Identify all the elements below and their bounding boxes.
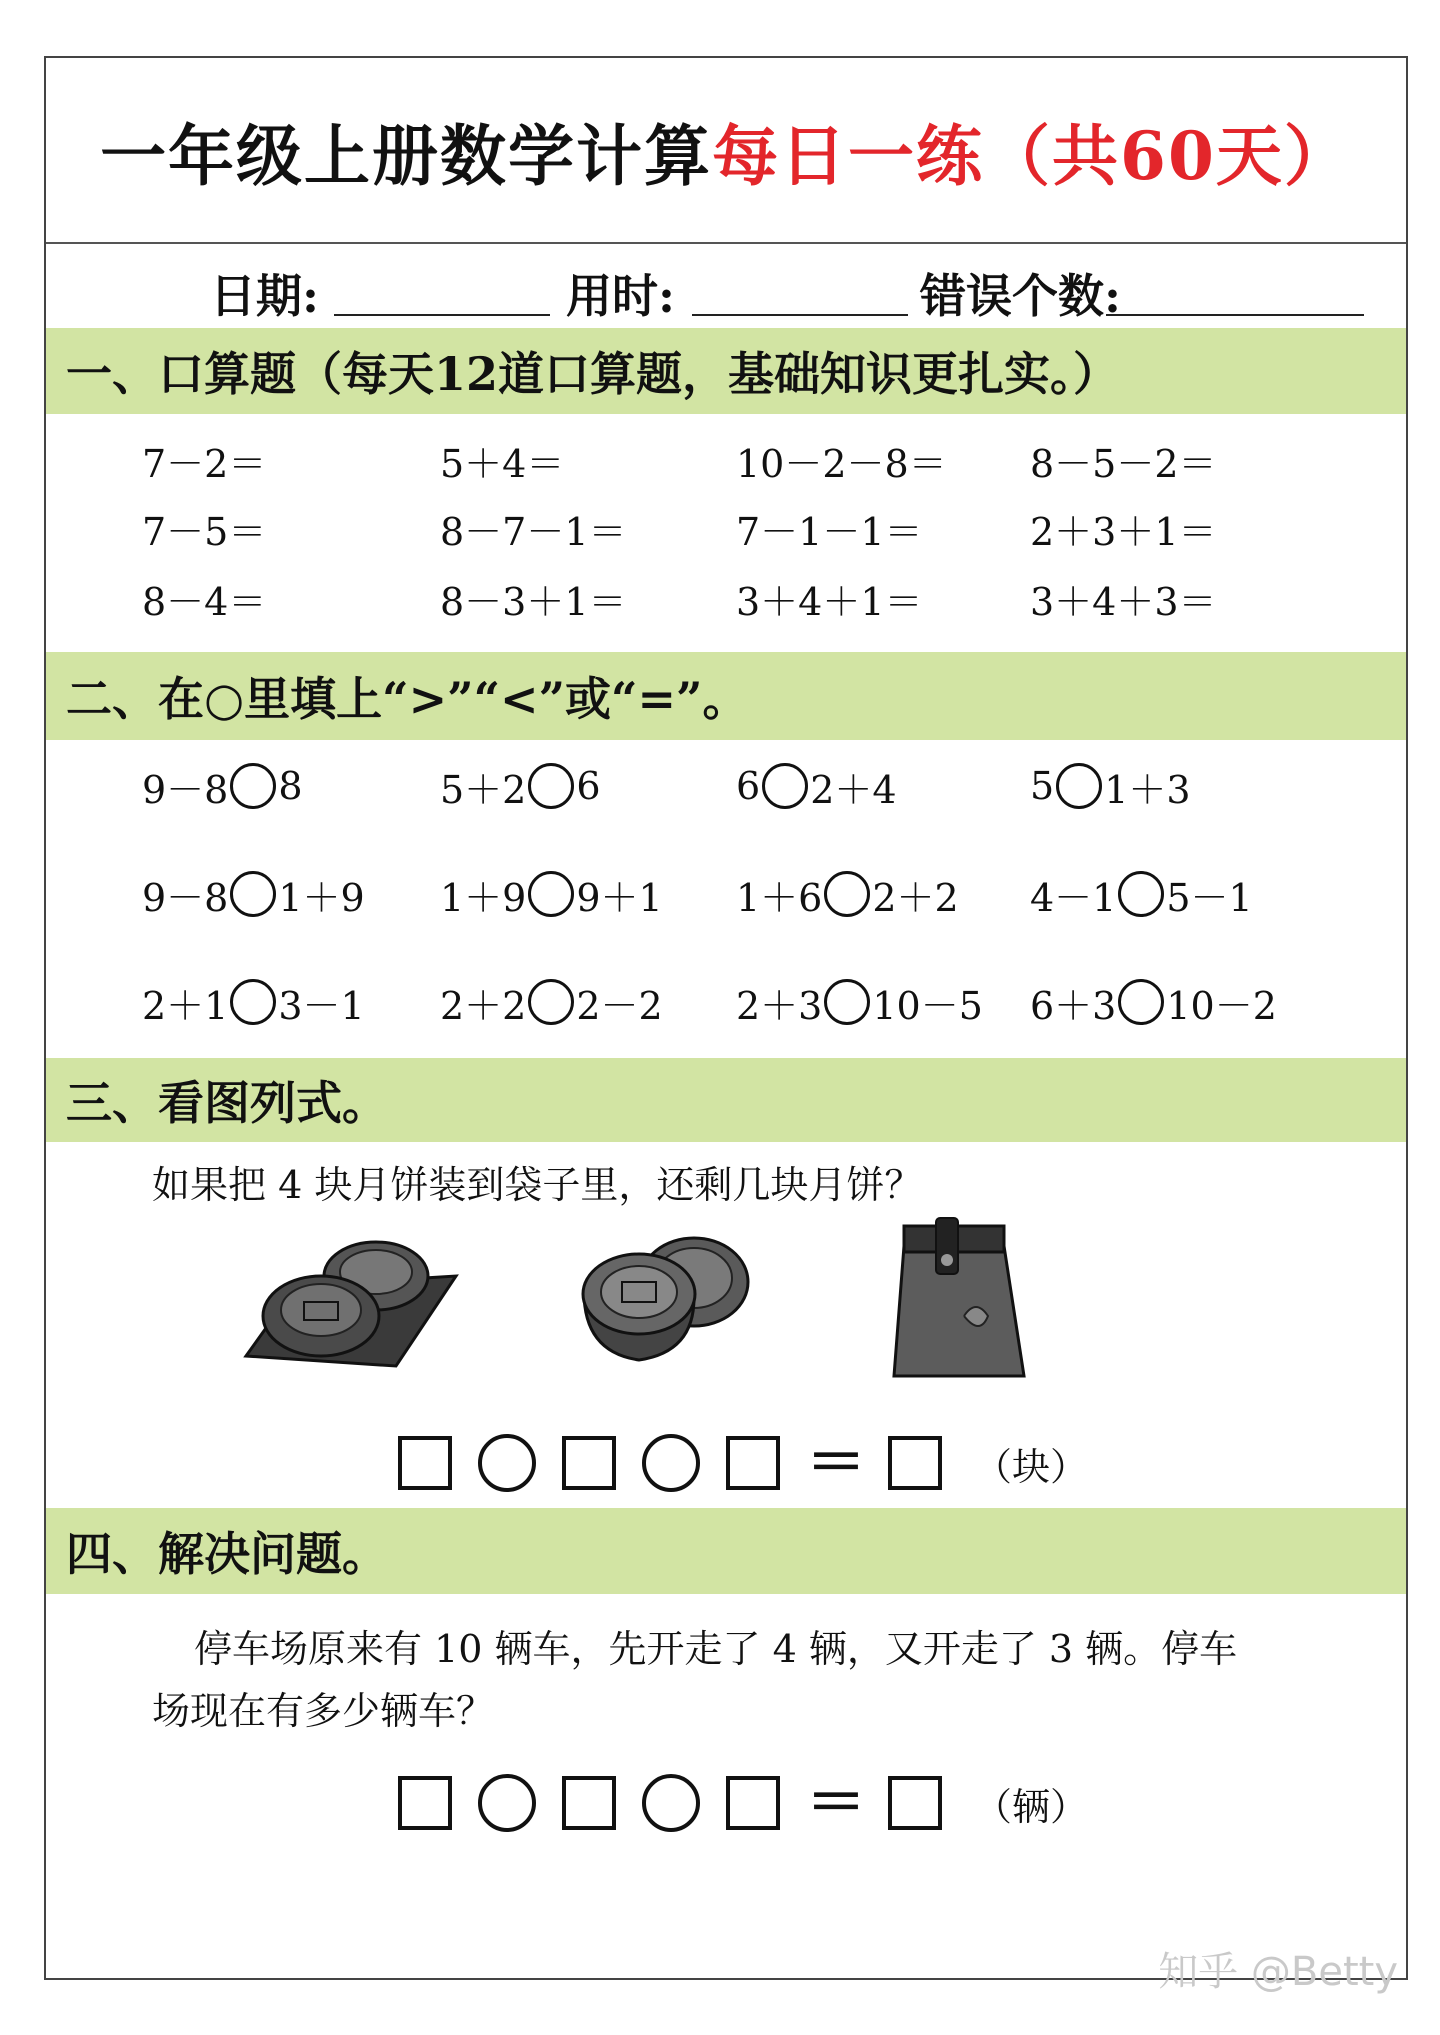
compare-left: 1＋6 xyxy=(736,875,823,920)
equals-sign: ＝ xyxy=(806,1768,866,1838)
compare-problem xyxy=(1030,972,1277,1032)
errors-label: 错误个数: xyxy=(920,269,1121,323)
oral-problem[interactable]: 10－2－8＝ xyxy=(736,441,947,486)
watermark: 知乎 @Betty xyxy=(1158,1949,1398,1995)
compare-problem xyxy=(142,756,303,816)
compare-left: 4－1 xyxy=(1030,875,1117,920)
compare-right: 5－1 xyxy=(1166,875,1253,920)
date-label: 日期: xyxy=(210,269,319,323)
meta-fields xyxy=(46,242,1406,330)
compare-circle[interactable] xyxy=(528,979,574,1025)
compare-left: 6＋3 xyxy=(1030,983,1117,1028)
compare-right: 3－1 xyxy=(278,983,365,1028)
section3-heading: 三、看图列式。 xyxy=(46,1058,1406,1142)
answer-box[interactable] xyxy=(562,1776,616,1830)
compare-problem xyxy=(142,864,365,924)
compare-row xyxy=(46,972,1406,1032)
answer-box[interactable] xyxy=(398,1436,452,1490)
time-label: 用时: xyxy=(566,269,675,323)
worksheet xyxy=(44,56,1408,1980)
compare-left: 9－8 xyxy=(142,767,229,812)
compare-right: 9＋1 xyxy=(576,875,663,920)
result-box[interactable] xyxy=(888,1776,942,1830)
answer-box[interactable] xyxy=(562,1436,616,1490)
page-title xyxy=(46,58,1406,244)
oral-row xyxy=(46,498,1406,558)
answer-box[interactable] xyxy=(726,1436,780,1490)
operator-circle[interactable] xyxy=(478,1434,536,1492)
oral-row xyxy=(46,568,1406,628)
compare-circle[interactable] xyxy=(230,979,276,1025)
compare-right: 2＋4 xyxy=(810,767,897,812)
compare-left: 2＋1 xyxy=(142,983,229,1028)
compare-circle[interactable] xyxy=(762,763,808,809)
compare-right: 1＋3 xyxy=(1104,767,1191,812)
answer-box[interactable] xyxy=(726,1776,780,1830)
compare-problem xyxy=(1030,756,1191,816)
compare-circle[interactable] xyxy=(528,871,574,917)
compare-right: 2＋2 xyxy=(872,875,959,920)
compare-problem xyxy=(736,756,897,816)
section4-heading: 四、解决问题。 xyxy=(46,1508,1406,1594)
oral-problem[interactable]: 8－7－1＝ xyxy=(440,509,627,554)
oral-problem[interactable]: 3＋4＋1＝ xyxy=(736,579,923,624)
compare-left: 2＋2 xyxy=(440,983,527,1028)
operator-circle[interactable] xyxy=(642,1434,700,1492)
compare-left: 2＋3 xyxy=(736,983,823,1028)
compare-right: 8 xyxy=(278,764,303,808)
section2-heading: 二、在○里填上“>”“<”或“=”。 xyxy=(46,652,1406,740)
compare-circle[interactable] xyxy=(1118,871,1164,917)
operator-circle[interactable] xyxy=(642,1774,700,1832)
mooncakes-on-tray-picture xyxy=(226,1206,466,1386)
oral-problem[interactable]: 8－5－2＝ xyxy=(1030,441,1217,486)
errors-field[interactable] xyxy=(1106,314,1364,316)
date-field[interactable] xyxy=(334,314,550,316)
compare-problem xyxy=(1030,864,1253,924)
compare-problem xyxy=(736,864,959,924)
operator-circle[interactable] xyxy=(478,1774,536,1832)
compare-right: 2－2 xyxy=(576,983,663,1028)
section4-question-line1: 停车场原来有 10 辆车，先开走了 4 辆，又开走了 3 辆。停车 xyxy=(194,1627,1238,1671)
compare-problem xyxy=(440,864,663,924)
compare-problem xyxy=(736,972,983,1032)
compare-circle[interactable] xyxy=(230,763,276,809)
compare-left: 6 xyxy=(736,764,761,808)
equals-sign: ＝ xyxy=(806,1428,866,1498)
compare-left: 5 xyxy=(1030,764,1055,808)
oral-problem[interactable]: 7－5＝ xyxy=(142,509,267,554)
oral-problem[interactable]: 2＋3＋1＝ xyxy=(1030,509,1217,554)
compare-right: 6 xyxy=(576,764,601,808)
compare-left: 9－8 xyxy=(142,875,229,920)
bag-picture xyxy=(884,1206,1034,1386)
oral-row xyxy=(46,430,1406,490)
compare-circle[interactable] xyxy=(528,763,574,809)
unit-label: （块） xyxy=(974,1444,1089,1489)
oral-problem[interactable]: 7－2＝ xyxy=(142,441,267,486)
compare-row xyxy=(46,864,1406,924)
compare-circle[interactable] xyxy=(1118,979,1164,1025)
compare-circle[interactable] xyxy=(1056,763,1102,809)
compare-circle[interactable] xyxy=(824,871,870,917)
oral-problem[interactable]: 8－4＝ xyxy=(142,579,267,624)
title-highlight: 每日一练（共60天） xyxy=(712,116,1352,195)
two-mooncakes-picture xyxy=(564,1222,764,1382)
compare-problem xyxy=(440,972,663,1032)
oral-problem[interactable]: 8－3＋1＝ xyxy=(440,579,627,624)
oral-problem[interactable]: 5＋4＝ xyxy=(440,441,565,486)
compare-right: 10－5 xyxy=(872,983,983,1028)
compare-left: 1＋9 xyxy=(440,875,527,920)
section3-question: 如果把 4 块月饼装到袋子里，还剩几块月饼？ xyxy=(152,1163,923,1207)
time-field[interactable] xyxy=(692,314,908,316)
compare-circle[interactable] xyxy=(824,979,870,1025)
unit-label: （辆） xyxy=(974,1784,1089,1829)
oral-problem[interactable]: 7－1－1＝ xyxy=(736,509,923,554)
answer-box[interactable] xyxy=(398,1776,452,1830)
compare-circle[interactable] xyxy=(230,871,276,917)
compare-problem xyxy=(142,972,365,1032)
section4-answer-equation xyxy=(398,1768,1088,1838)
compare-right: 1＋9 xyxy=(278,875,365,920)
section1-heading: 一、口算题（每天12道口算题，基础知识更扎实。） xyxy=(46,328,1406,414)
compare-right: 10－2 xyxy=(1166,983,1277,1028)
compare-left: 5＋2 xyxy=(440,767,527,812)
title-main: 一年级上册数学计算 xyxy=(100,116,713,195)
section4-question-line2: 场现在有多少辆车？ xyxy=(152,1689,495,1733)
result-box[interactable] xyxy=(888,1436,942,1490)
compare-problem xyxy=(440,756,601,816)
compare-row xyxy=(46,756,1406,816)
section3-answer-equation xyxy=(398,1428,1088,1498)
oral-problem[interactable]: 3＋4＋3＝ xyxy=(1030,579,1217,624)
